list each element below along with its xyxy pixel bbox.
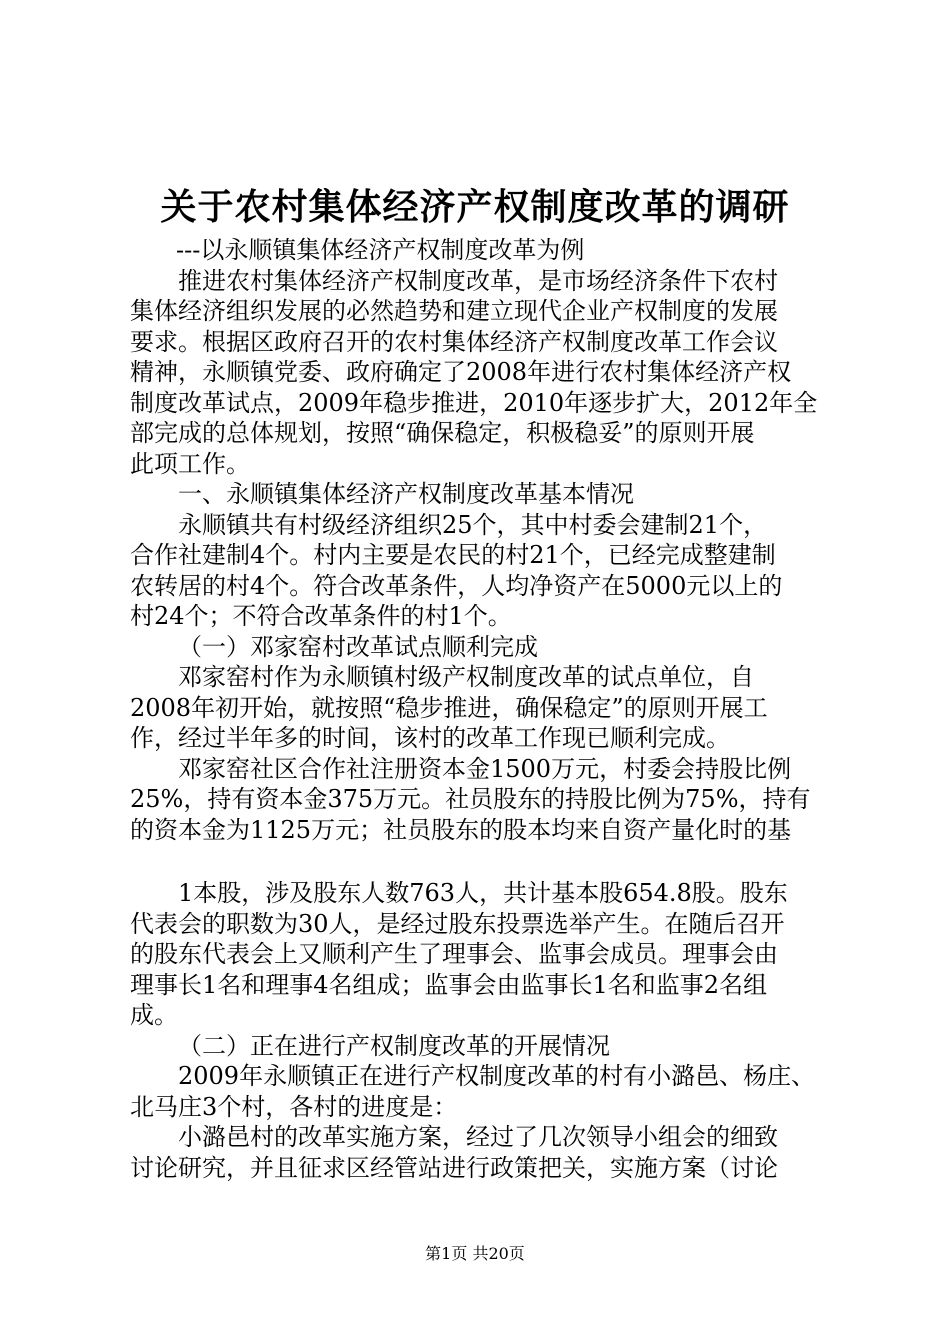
- paragraph-line: 制度改革试点，2009年稳步推进，2010年逐步扩大，2012年全: [130, 388, 818, 417]
- paragraph-line: 理事长1名和理事4名组成；监事会由监事长1名和监事2名组: [130, 970, 768, 999]
- paragraph-line: 此项工作。: [130, 449, 250, 478]
- paragraph-line: 北马庄3个村，各村的进度是：: [130, 1092, 458, 1121]
- paragraph-line: 的资本金为1125万元；社员股东的股本均来自资产量化时的基: [130, 815, 792, 844]
- section-heading: 一、永顺镇集体经济产权制度改革基本情况: [178, 480, 634, 508]
- page-number-footer: 第1页 共20页: [425, 1244, 525, 1263]
- paragraph-line: 2009年永顺镇正在进行产权制度改革的村有小潞邑、杨庄、: [178, 1062, 816, 1090]
- paragraph-line: 讨论研究，并且征求区经管站进行政策把关，实施方案（讨论: [130, 1153, 778, 1182]
- subtitle-line: ---以永顺镇集体经济产权制度改革为例: [176, 236, 585, 264]
- paragraph-line: 村24个；不符合改革条件的村1个。: [130, 602, 512, 630]
- paragraph-line: 作，经过半年多的时间，该村的改革工作现已顺利完成。: [130, 724, 730, 752]
- paragraph-line: 集体经济组织发展的必然趋势和建立现代企业产权制度的发展: [130, 297, 778, 325]
- paragraph-line: 永顺镇共有村级经济组织25个，其中村委会建制21个，: [178, 510, 768, 539]
- paragraph-line: 25%，持有资本金375万元。社员股东的持股比例为75%，持有: [130, 785, 811, 813]
- paragraph-line: 邓家窑社区合作社注册资本金1500万元，村委会持股比例: [178, 754, 792, 783]
- paragraph-line: 农转居的村4个。符合改革条件，人均净资产在5000元以上的: [130, 571, 783, 600]
- document-title: 关于农村集体经济产权制度改革的调研: [160, 186, 790, 228]
- paragraph-line: 推进农村集体经济产权制度改革，是市场经济条件下农村: [178, 266, 778, 295]
- paragraph-line: 要求。根据区政府召开的农村集体经济产权制度改革工作会议: [130, 327, 778, 356]
- body-text-block-1: [130, 235, 830, 845]
- paragraph-line: 小潞邑村的改革实施方案，经过了几次领导小组会的细致: [178, 1123, 778, 1151]
- paragraph-line: 代表会的职数为30人，是经过股东投票选举产生。在随后召开: [130, 909, 785, 938]
- paragraph-line: 的股东代表会上又顺利产生了理事会、监事会成员。理事会由: [130, 940, 778, 968]
- paragraph-line: 2008年初开始，就按照“稳步推进，确保稳定”的原则开展工: [130, 693, 768, 722]
- paragraph-line: 合作社建制4个。村内主要是农民的村21个，已经完成整建制: [130, 541, 776, 569]
- subsection-heading: （一）邓家窑村改革试点顺利完成: [178, 632, 538, 661]
- paragraph-line: 部完成的总体规划，按照“确保稳定，积极稳妥”的原则开展: [130, 419, 755, 447]
- paragraph-line: 精神，永顺镇党委、政府确定了2008年进行农村集体经济产权: [130, 358, 792, 386]
- paragraph-line: 邓家窑村作为永顺镇村级产权制度改革的试点单位，自: [178, 663, 754, 691]
- paragraph-line: 1本股，涉及股东人数763人，共计基本股654.8股。股东: [178, 879, 788, 907]
- paragraph-line: 成。: [130, 1001, 178, 1029]
- subsection-heading: （二）正在进行产权制度改革的开展情况: [178, 1031, 610, 1060]
- body-text-block-2: [130, 878, 830, 1183]
